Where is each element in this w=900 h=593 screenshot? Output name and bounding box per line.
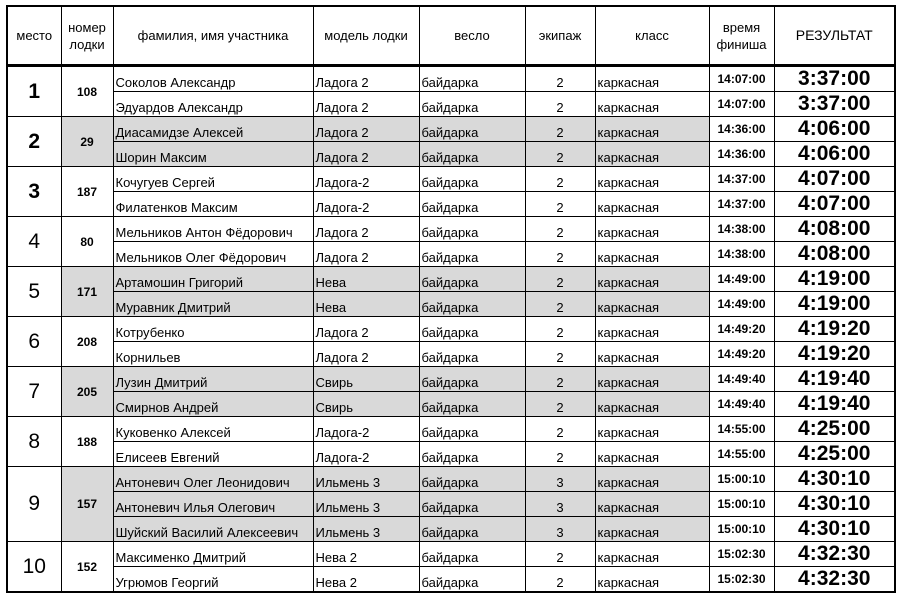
class-cell: каркасная — [595, 467, 709, 492]
participant-name-cell: Лузин Дмитрий — [113, 367, 313, 392]
crew-cell: 2 — [525, 567, 595, 593]
place-cell: 6 — [7, 317, 61, 367]
oar-cell: байдарка — [419, 542, 525, 567]
class-cell: каркасная — [595, 192, 709, 217]
participant-name-cell: Елисеев Евгений — [113, 442, 313, 467]
participant-name-cell: Муравник Дмитрий — [113, 292, 313, 317]
finish-time-cell: 14:49:00 — [709, 267, 774, 292]
result-cell: 4:07:00 — [774, 192, 895, 217]
participant-name-cell: Антоневич Илья Олегович — [113, 492, 313, 517]
class-cell: каркасная — [595, 142, 709, 167]
oar-cell: байдарка — [419, 192, 525, 217]
finish-time-cell: 14:07:00 — [709, 92, 774, 117]
oar-cell: байдарка — [419, 317, 525, 342]
crew-cell: 3 — [525, 467, 595, 492]
boat-model-cell: Ладога 2 — [313, 242, 419, 267]
table-row — [7, 492, 895, 517]
crew-cell: 2 — [525, 367, 595, 392]
participant-name-cell: Корнильев — [113, 342, 313, 367]
oar-cell: байдарка — [419, 267, 525, 292]
table-row — [7, 542, 895, 567]
oar-cell: байдарка — [419, 217, 525, 242]
header-oar: весло — [419, 6, 525, 66]
result-cell: 4:32:30 — [774, 567, 895, 593]
header-place: место — [7, 6, 61, 66]
header-result: РЕЗУЛЬТАТ — [774, 6, 895, 66]
class-cell: каркасная — [595, 567, 709, 593]
boat-model-cell: Ильмень 3 — [313, 467, 419, 492]
result-cell: 4:19:40 — [774, 392, 895, 417]
class-cell: каркасная — [595, 117, 709, 142]
crew-cell: 2 — [525, 66, 595, 92]
boat-model-cell: Ильмень 3 — [313, 517, 419, 542]
boat-model-cell: Нева 2 — [313, 567, 419, 593]
finish-time-cell: 14:38:00 — [709, 242, 774, 267]
oar-cell: байдарка — [419, 167, 525, 192]
crew-cell: 2 — [525, 417, 595, 442]
oar-cell: байдарка — [419, 342, 525, 367]
finish-time-cell: 14:38:00 — [709, 217, 774, 242]
oar-cell: байдарка — [419, 367, 525, 392]
boat-number-cell: 29 — [61, 117, 113, 167]
boat-model-cell: Ладога 2 — [313, 217, 419, 242]
crew-cell: 2 — [525, 142, 595, 167]
table-row — [7, 392, 895, 417]
boat-model-cell: Ладога-2 — [313, 167, 419, 192]
boat-number-cell: 80 — [61, 217, 113, 267]
participant-name-cell: Антоневич Олег Леонидович — [113, 467, 313, 492]
table-row — [7, 167, 895, 192]
crew-cell: 2 — [525, 217, 595, 242]
participant-name-cell: Смирнов Андрей — [113, 392, 313, 417]
table-row — [7, 367, 895, 392]
class-cell: каркасная — [595, 417, 709, 442]
finish-time-cell: 14:07:00 — [709, 66, 774, 92]
result-cell: 4:30:10 — [774, 492, 895, 517]
class-cell: каркасная — [595, 267, 709, 292]
table-row — [7, 92, 895, 117]
table-row — [7, 467, 895, 492]
finish-time-cell: 14:49:20 — [709, 317, 774, 342]
result-cell: 4:30:10 — [774, 467, 895, 492]
header-class: класс — [595, 6, 709, 66]
boat-number-cell: 152 — [61, 542, 113, 593]
boat-model-cell: Ладога-2 — [313, 417, 419, 442]
class-cell: каркасная — [595, 66, 709, 92]
boat-number-cell: 188 — [61, 417, 113, 467]
oar-cell: байдарка — [419, 467, 525, 492]
result-cell: 4:06:00 — [774, 117, 895, 142]
finish-time-cell: 14:49:40 — [709, 367, 774, 392]
oar-cell: байдарка — [419, 492, 525, 517]
finish-time-cell: 14:49:00 — [709, 292, 774, 317]
table-header — [7, 6, 895, 66]
crew-cell: 2 — [525, 542, 595, 567]
participant-name-cell: Куковенко Алексей — [113, 417, 313, 442]
table-row — [7, 442, 895, 467]
result-cell: 4:19:00 — [774, 292, 895, 317]
table-row — [7, 267, 895, 292]
oar-cell: байдарка — [419, 92, 525, 117]
table-row — [7, 142, 895, 167]
class-cell: каркасная — [595, 442, 709, 467]
crew-cell: 2 — [525, 267, 595, 292]
result-cell: 4:19:40 — [774, 367, 895, 392]
finish-time-cell: 14:55:00 — [709, 417, 774, 442]
oar-cell: байдарка — [419, 242, 525, 267]
participant-name-cell: Кочугуев Сергей — [113, 167, 313, 192]
crew-cell: 3 — [525, 492, 595, 517]
table-row — [7, 66, 895, 92]
participant-name-cell: Соколов Александр — [113, 66, 313, 92]
result-cell: 4:07:00 — [774, 167, 895, 192]
boat-model-cell: Ладога 2 — [313, 342, 419, 367]
class-cell: каркасная — [595, 292, 709, 317]
table-row — [7, 117, 895, 142]
finish-time-cell: 15:00:10 — [709, 467, 774, 492]
boat-model-cell: Ладога 2 — [313, 317, 419, 342]
class-cell: каркасная — [595, 392, 709, 417]
table-row — [7, 417, 895, 442]
crew-cell: 2 — [525, 342, 595, 367]
participant-name-cell: Эдуардов Александр — [113, 92, 313, 117]
participant-name-cell: Котрубенко — [113, 317, 313, 342]
finish-time-cell: 14:49:20 — [709, 342, 774, 367]
boat-model-cell: Нева 2 — [313, 542, 419, 567]
result-cell: 3:37:00 — [774, 92, 895, 117]
class-cell: каркасная — [595, 167, 709, 192]
result-cell: 4:08:00 — [774, 217, 895, 242]
crew-cell: 2 — [525, 167, 595, 192]
finish-time-cell: 15:00:10 — [709, 517, 774, 542]
boat-number-cell: 157 — [61, 467, 113, 542]
boat-number-cell: 208 — [61, 317, 113, 367]
boat-model-cell: Нева — [313, 292, 419, 317]
result-cell: 4:25:00 — [774, 417, 895, 442]
boat-model-cell: Ладога-2 — [313, 442, 419, 467]
result-cell: 4:19:20 — [774, 342, 895, 367]
boat-model-cell: Свирь — [313, 392, 419, 417]
place-cell: 10 — [7, 542, 61, 593]
boat-model-cell: Нева — [313, 267, 419, 292]
class-cell: каркасная — [595, 492, 709, 517]
participant-name-cell: Филатенков Максим — [113, 192, 313, 217]
class-cell: каркасная — [595, 517, 709, 542]
result-cell: 4:06:00 — [774, 142, 895, 167]
boat-model-cell: Ладога 2 — [313, 117, 419, 142]
boat-number-cell: 108 — [61, 66, 113, 117]
oar-cell: байдарка — [419, 66, 525, 92]
boat-model-cell: Ильмень 3 — [313, 492, 419, 517]
place-cell: 1 — [7, 66, 61, 117]
boat-number-cell: 205 — [61, 367, 113, 417]
result-cell: 4:25:00 — [774, 442, 895, 467]
class-cell: каркасная — [595, 242, 709, 267]
participant-name-cell: Шуйский Василий Алексеевич — [113, 517, 313, 542]
place-cell: 7 — [7, 367, 61, 417]
boat-number-cell: 187 — [61, 167, 113, 217]
oar-cell: байдарка — [419, 142, 525, 167]
finish-time-cell: 15:00:10 — [709, 492, 774, 517]
class-cell: каркасная — [595, 317, 709, 342]
participant-name-cell: Мельников Олег Фёдорович — [113, 242, 313, 267]
table-row — [7, 567, 895, 593]
table-row — [7, 242, 895, 267]
class-cell: каркасная — [595, 367, 709, 392]
crew-cell: 3 — [525, 517, 595, 542]
table-row — [7, 292, 895, 317]
class-cell: каркасная — [595, 342, 709, 367]
header-finish-time: время финиша — [709, 6, 774, 66]
header-participant: фамилия, имя участника — [113, 6, 313, 66]
header-model: модель лодки — [313, 6, 419, 66]
boat-model-cell: Свирь — [313, 367, 419, 392]
crew-cell: 2 — [525, 117, 595, 142]
oar-cell: байдарка — [419, 517, 525, 542]
result-cell: 4:19:00 — [774, 267, 895, 292]
participant-name-cell: Угрюмов Георгий — [113, 567, 313, 593]
header-boat-number: номер лодки — [61, 6, 113, 66]
class-cell: каркасная — [595, 542, 709, 567]
finish-time-cell: 15:02:30 — [709, 567, 774, 593]
participant-name-cell: Шорин Максим — [113, 142, 313, 167]
oar-cell: байдарка — [419, 567, 525, 593]
boat-model-cell: Ладога 2 — [313, 92, 419, 117]
crew-cell: 2 — [525, 242, 595, 267]
boat-model-cell: Ладога 2 — [313, 142, 419, 167]
table-row — [7, 342, 895, 367]
oar-cell: байдарка — [419, 292, 525, 317]
table-row — [7, 192, 895, 217]
place-cell: 3 — [7, 167, 61, 217]
finish-time-cell: 14:37:00 — [709, 192, 774, 217]
table-row — [7, 317, 895, 342]
table-row — [7, 217, 895, 242]
participant-name-cell: Мельников Антон Фёдорович — [113, 217, 313, 242]
oar-cell: байдарка — [419, 417, 525, 442]
crew-cell: 2 — [525, 192, 595, 217]
oar-cell: байдарка — [419, 117, 525, 142]
result-cell: 3:37:00 — [774, 66, 895, 92]
boat-model-cell: Ладога 2 — [313, 66, 419, 92]
result-cell: 4:19:20 — [774, 317, 895, 342]
results-table — [6, 5, 896, 593]
boat-number-cell: 171 — [61, 267, 113, 317]
crew-cell: 2 — [525, 442, 595, 467]
place-cell: 5 — [7, 267, 61, 317]
boat-model-cell: Ладога-2 — [313, 192, 419, 217]
place-cell: 9 — [7, 467, 61, 542]
finish-time-cell: 14:36:00 — [709, 117, 774, 142]
place-cell: 4 — [7, 217, 61, 267]
place-cell: 2 — [7, 117, 61, 167]
finish-time-cell: 15:02:30 — [709, 542, 774, 567]
place-cell: 8 — [7, 417, 61, 467]
table-body — [7, 66, 895, 593]
header-row — [7, 6, 895, 66]
crew-cell: 2 — [525, 292, 595, 317]
participant-name-cell: Диасамидзе Алексей — [113, 117, 313, 142]
result-cell: 4:30:10 — [774, 517, 895, 542]
result-cell: 4:32:30 — [774, 542, 895, 567]
class-cell: каркасная — [595, 217, 709, 242]
participant-name-cell: Артамошин Григорий — [113, 267, 313, 292]
crew-cell: 2 — [525, 392, 595, 417]
finish-time-cell: 14:55:00 — [709, 442, 774, 467]
crew-cell: 2 — [525, 317, 595, 342]
header-crew: экипаж — [525, 6, 595, 66]
finish-time-cell: 14:49:40 — [709, 392, 774, 417]
oar-cell: байдарка — [419, 442, 525, 467]
class-cell: каркасная — [595, 92, 709, 117]
finish-time-cell: 14:36:00 — [709, 142, 774, 167]
finish-time-cell: 14:37:00 — [709, 167, 774, 192]
crew-cell: 2 — [525, 92, 595, 117]
participant-name-cell: Максименко Дмитрий — [113, 542, 313, 567]
result-cell: 4:08:00 — [774, 242, 895, 267]
oar-cell: байдарка — [419, 392, 525, 417]
table-row — [7, 517, 895, 542]
